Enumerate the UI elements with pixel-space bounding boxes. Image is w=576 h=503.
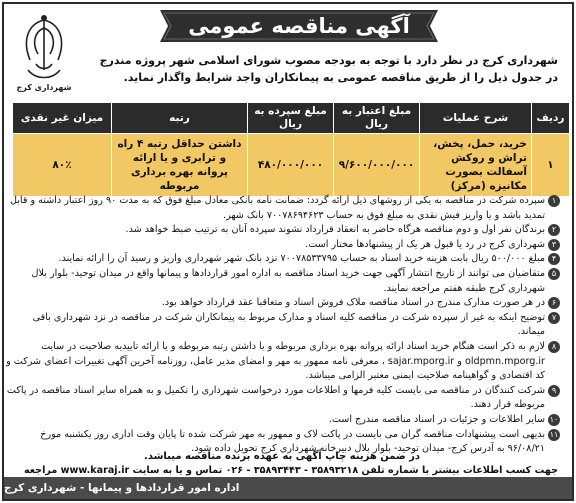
contact-info: جهت کسب اطلاعات بیشتر با شماره تلفن ۳۵۸۹۳۲۱۸ - ۳۵۸۹۳۴۴۳ - ۰۲۶ تماس و یا به سایت www.karaj.ir مراجعه bbox=[23, 465, 558, 476]
item-text: شهرداری کرج در رد یا قبول هر یک از پیشنهادها مختار است. bbox=[305, 238, 545, 250]
item-number: ۴ bbox=[548, 253, 560, 265]
notice-title: آگهی مناقصه عمومی bbox=[188, 14, 410, 38]
item-text: بدیهی است پیشنهادات مناقصه گران می بایست در پاکت لاک و ممهور به مهر شرکت شده تا پایان وقت اداری روز یکشنبه مورخ ۹۶/۰۸/۲۱ به آدرس کرج- میدان توحید- بلوار بلال دبیرخانه شهرداری کرج تحویل داده شود. bbox=[40, 428, 545, 455]
item-number: ۶ bbox=[548, 297, 560, 309]
list-item bbox=[6, 267, 560, 296]
item-number: ۸ bbox=[548, 341, 560, 353]
list-item bbox=[6, 194, 560, 223]
list-item bbox=[6, 223, 560, 238]
tender-table bbox=[12, 102, 570, 197]
item-text: سپرده شرکت در مناقصه به یکی از روشهای ذیل ارائه گردد: ضمانت نامه بانکی معادل مبلغ فوق که به مدت ۹۰ روز اعتبار داشته و قابل تمدید باشد و یا واریز فیش نقدی به مبلغ فوق به حساب ۷۰۰۷۸۶۹۴۶۲۳ بانک شهر. bbox=[9, 195, 545, 221]
item-number: ۹ bbox=[548, 385, 560, 397]
cell-row-number: ۱ bbox=[532, 134, 570, 197]
conditions-list bbox=[6, 194, 560, 457]
list-item bbox=[6, 340, 560, 384]
col-header-operation: شرح عملیات bbox=[420, 103, 532, 134]
item-number: ۱۱ bbox=[549, 429, 559, 439]
intro-paragraph: شهرداری کرج در نظر دارد با توجه به بودجه مصوب شورای اسلامی شهر پروژه مندرج در جدول ذیل را از طریق مناقصه عمومی به پیمانکاران واجد شرایط واگذار نماید. bbox=[99, 54, 558, 84]
item-number: ۱۰ bbox=[549, 414, 559, 424]
list-item bbox=[6, 311, 560, 340]
list-item bbox=[6, 384, 560, 413]
col-header-grade: رتبه bbox=[112, 103, 248, 134]
item-text: لازم به ذکر است هنگام خرید اسناد ارائه پروانه بهره برداری مربوطه و یا داشتن رتبه مربوطه و یا ارائه تاییدیه صلاحیت در سایت oldpmn.mporg.ir و sajar.mporg.ir ، معرفی نامه ممهور به مهر و امضای مدیر عامل، روزنامه آخرین آگهی تغییرات اعضای شرکت و کد اقتصادی و گواهینامه صلاحیت ایمنی معتبر الزامی میباشد. bbox=[6, 340, 545, 382]
item-number: ۷ bbox=[548, 312, 560, 324]
item-number: ۲ bbox=[548, 224, 560, 236]
list-item bbox=[6, 238, 560, 253]
col-header-noncash: میزان غیر نقدی bbox=[13, 103, 112, 134]
item-text: شرکت کنندگان در مناقصه می بایست کلیه فرمها و اطلاعات مورد درخواست شهرداری را تکمیل و به همراه سایر اسناد مناقصه در پاکت مربوطه قرار دهند. bbox=[6, 384, 545, 411]
print-cost-note: در ضمن هزینه چاپ آگهی به عهده برنده مناقصه میباشد. bbox=[144, 451, 420, 462]
cell-credit-amount: ۹/۶۰۰/۰۰۰/۰۰۰ bbox=[334, 134, 420, 197]
table-row bbox=[13, 134, 570, 197]
svg-text:شهرداری کرج: شهرداری کرج bbox=[16, 83, 72, 92]
table-header-row bbox=[13, 103, 570, 134]
item-text: سایر اطلاعات و جزئیات در اسناد مناقصه مندرج است. bbox=[328, 413, 545, 425]
footer-text: اداره امور قراردادها و پیمانها - شهرداری کرج bbox=[4, 482, 240, 494]
item-text: در هر صورت مدارک مندرج در اسناد مناقصه ملاک فروش اسناد و متعاقبا عقد قرارداد خواهد بود. bbox=[161, 297, 545, 309]
cell-operation: خرید، حمل، پخش، تراش و روکش آسفالت بصورت مکانیزه (مرکز) bbox=[420, 134, 532, 197]
list-item bbox=[6, 252, 560, 267]
col-header-credit-amount: مبلغ اعتبار به ریال bbox=[334, 103, 420, 134]
item-text: برندگان نفر اول و دوم مناقصه هرگاه حاضر به انعقاد قرارداد نشوند سپرده آنان به ترتیب ضبط خواهد شد. bbox=[125, 224, 545, 236]
cell-deposit-amount: ۴۸۰/۰۰۰/۰۰۰ bbox=[248, 134, 334, 197]
item-number: ۳ bbox=[548, 239, 560, 251]
item-text: توضیح اینکه به غیر از سپرده شرکت در مناقصه کلیه اسناد و مدارک مربوط به پیمانکاران شرکت در مناقصه در نزد شهرداری باقی میماند. bbox=[32, 311, 545, 338]
cell-noncash: ۸۰٪ bbox=[13, 134, 112, 197]
cell-grade: داشتن حداقل رتبه ۴ راه و ترابری و یا ارائه پروانه بهره برداری مربوطه bbox=[112, 134, 248, 197]
list-item bbox=[6, 296, 560, 311]
karaj-municipality-logo bbox=[12, 10, 76, 94]
item-text: مبلغ ۵۰۰/۰۰۰ ریال بابت هزینه خرید اسناد به حساب ۷۰۰۷۸۵۳۳۷۹۵ نزد بانک شهر شهرداری واریز و رسید آن را ارائه نمایند. bbox=[58, 253, 545, 265]
col-header-deposit-amount: مبلغ سپرده به ریال bbox=[248, 103, 334, 134]
footer-bar bbox=[4, 477, 574, 499]
item-text: متقاضیان می توانند از تاریخ انتشار آگهی جهت خرید اسناد مناقصه به اداره امور قراردادها و پیمانها واقع در میدان توحید- بلوار بلال شهرداری کرج طبقه هفتم مراجعه نمایند. bbox=[31, 267, 545, 294]
col-header-row-number: ردیف bbox=[532, 103, 570, 134]
item-number: ۱ bbox=[548, 195, 560, 207]
item-number: ۵ bbox=[548, 268, 560, 280]
list-item bbox=[6, 413, 560, 428]
notice-frame bbox=[2, 2, 574, 501]
